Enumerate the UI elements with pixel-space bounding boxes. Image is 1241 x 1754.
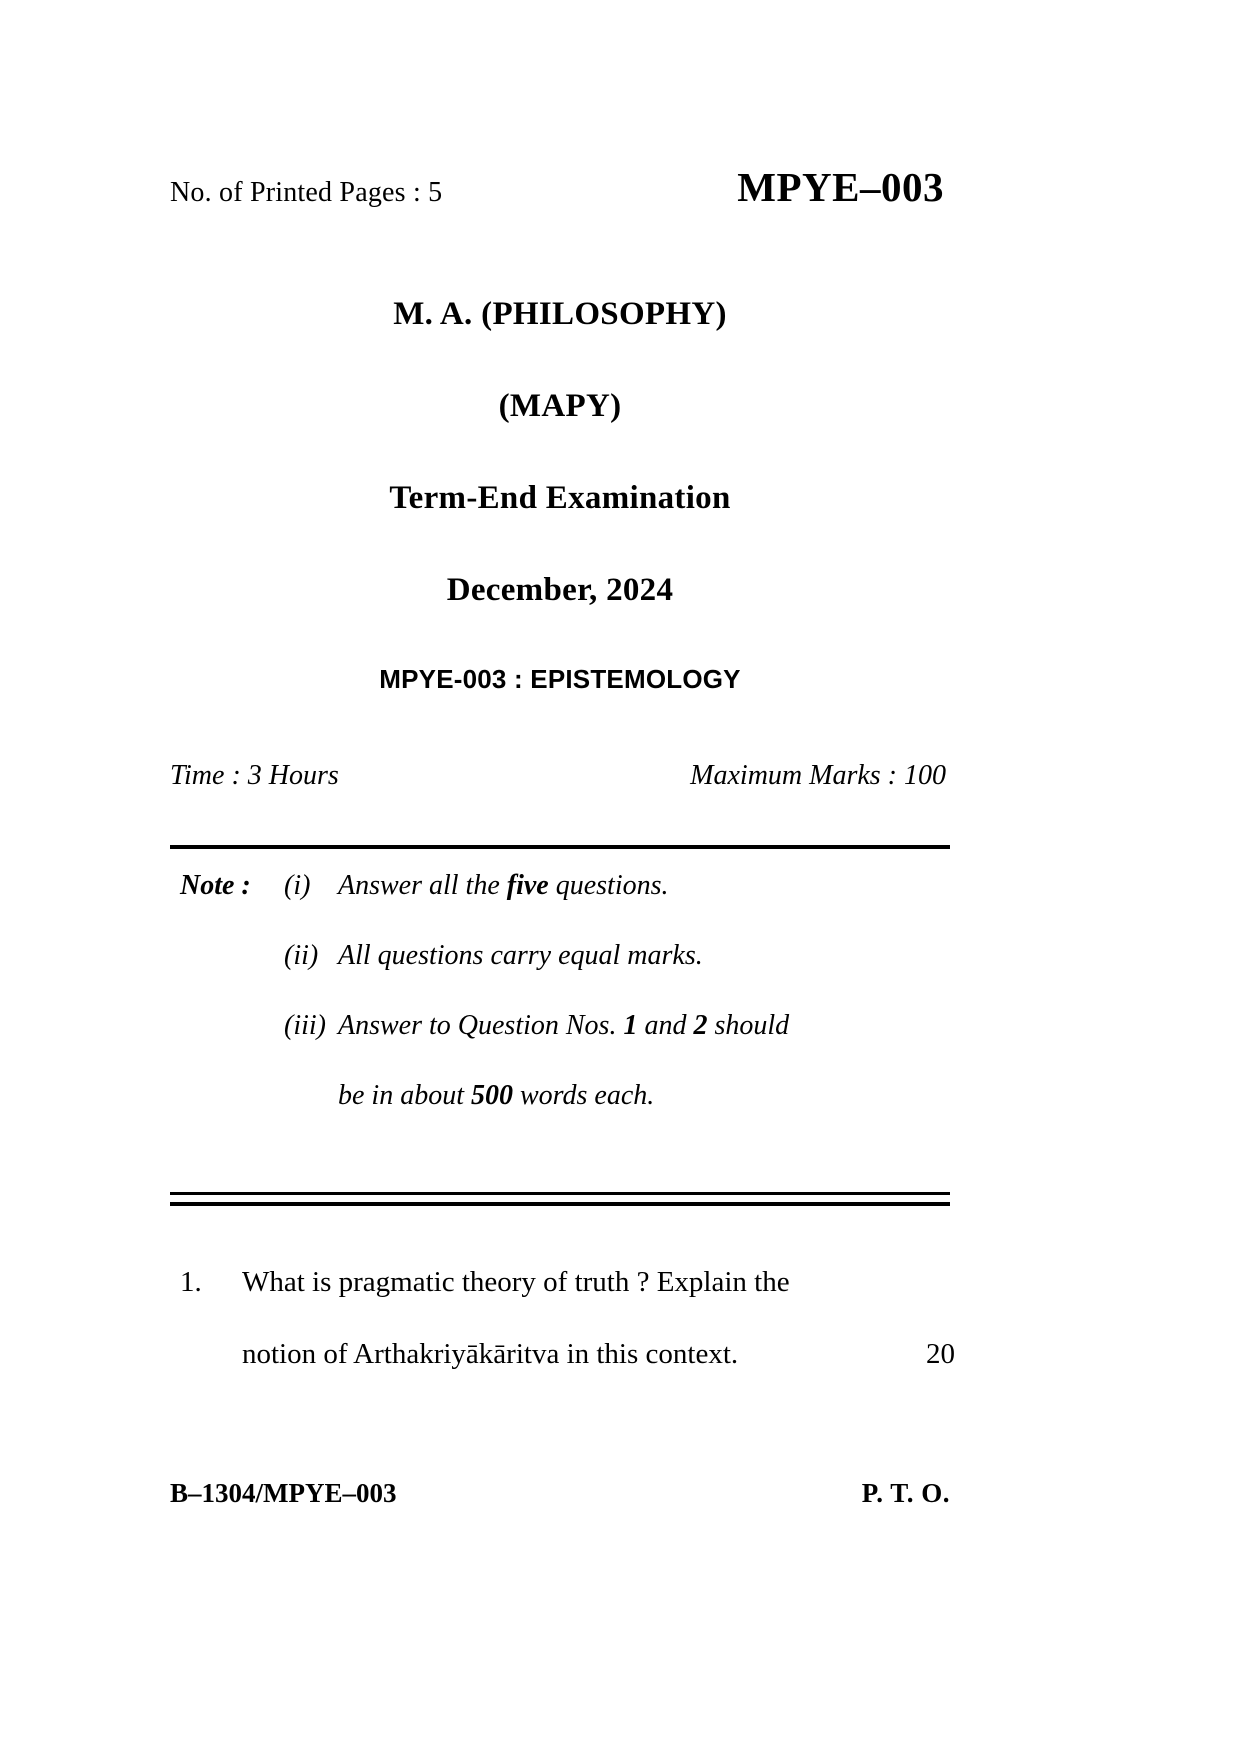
note-item-iii	[180, 1012, 955, 1040]
note-continuation-after: words each.	[513, 1080, 655, 1111]
programme-code-title: (MAPY)	[498, 388, 622, 424]
note-text-i-before: Answer all the	[338, 870, 507, 901]
note-text-iii-emphasis-1: 1	[623, 1010, 638, 1041]
note-text-iii-after: should	[707, 1010, 790, 1041]
note-continuation-emphasis: 500	[471, 1080, 513, 1111]
note-text-iii-mid: and	[637, 1010, 694, 1041]
note-block	[180, 872, 955, 1110]
question-1-text-line-1: What is pragmatic theory of truth ? Explain the	[242, 1266, 790, 1298]
macron-a-icon-2: ā	[493, 1338, 507, 1370]
rule-below-note	[170, 1192, 950, 1206]
note-text-i-after: questions.	[548, 870, 669, 901]
note-text-i-emphasis: five	[506, 870, 549, 901]
exam-title-block	[170, 296, 950, 695]
exam-session-title: December, 2024	[446, 572, 674, 608]
note-text-i	[338, 872, 955, 900]
note-item-i	[180, 872, 955, 900]
subject-title: MPYE-003 : EPISTEMOLOGY	[379, 664, 741, 694]
note-text-iii	[338, 1012, 955, 1040]
question-1-text-after: ritva in this context.	[506, 1338, 739, 1370]
question-1-text-before: notion of Arthakriy	[242, 1338, 466, 1370]
paper-id-label: B–1304/MPYE–003	[170, 1478, 397, 1508]
question-number-1: 1.	[180, 1266, 202, 1298]
course-code-heading: MPYE–003	[737, 164, 944, 210]
exam-duration: Time : 3 Hours	[170, 760, 339, 791]
exam-maximum-marks: Maximum Marks : 100	[690, 760, 946, 791]
question-1-marks: 20	[926, 1338, 955, 1370]
note-text-iii-before: Answer to Question Nos.	[338, 1010, 624, 1041]
rule-above-note	[170, 845, 950, 849]
questions-list	[180, 1268, 955, 1369]
exam-type-title: Term-End Examination	[389, 480, 731, 516]
note-marker-iii: (iii)	[284, 1010, 326, 1041]
question-1-line-2	[242, 1340, 955, 1369]
note-continuation-before: be in about	[338, 1080, 471, 1111]
note-text-iii-emphasis-2: 2	[693, 1010, 708, 1041]
note-marker-ii: (ii)	[284, 940, 319, 971]
note-text-ii: All questions carry equal marks.	[338, 940, 703, 971]
question-1-line-1	[242, 1268, 955, 1297]
page-footer	[170, 1478, 960, 1509]
note-item-iii-continuation	[338, 1082, 955, 1110]
printed-pages-label: No. of Printed Pages : 5	[170, 177, 443, 208]
note-item-ii	[180, 942, 955, 970]
exam-info-row	[170, 760, 950, 792]
question-item-1	[180, 1268, 955, 1369]
programme-title: M. A. (PHILOSOPHY)	[393, 296, 727, 332]
note-marker-i: (i)	[284, 870, 311, 901]
note-text-iii-continuation	[338, 1082, 955, 1110]
macron-a-icon: ā	[465, 1338, 479, 1370]
question-1-text-line-2	[242, 1340, 738, 1369]
note-label: Note :	[180, 870, 251, 901]
question-1-text-mid: k	[478, 1338, 494, 1370]
turn-over-label: P. T. O.	[861, 1478, 950, 1508]
question-body-1	[242, 1268, 955, 1369]
page-header	[170, 163, 950, 211]
